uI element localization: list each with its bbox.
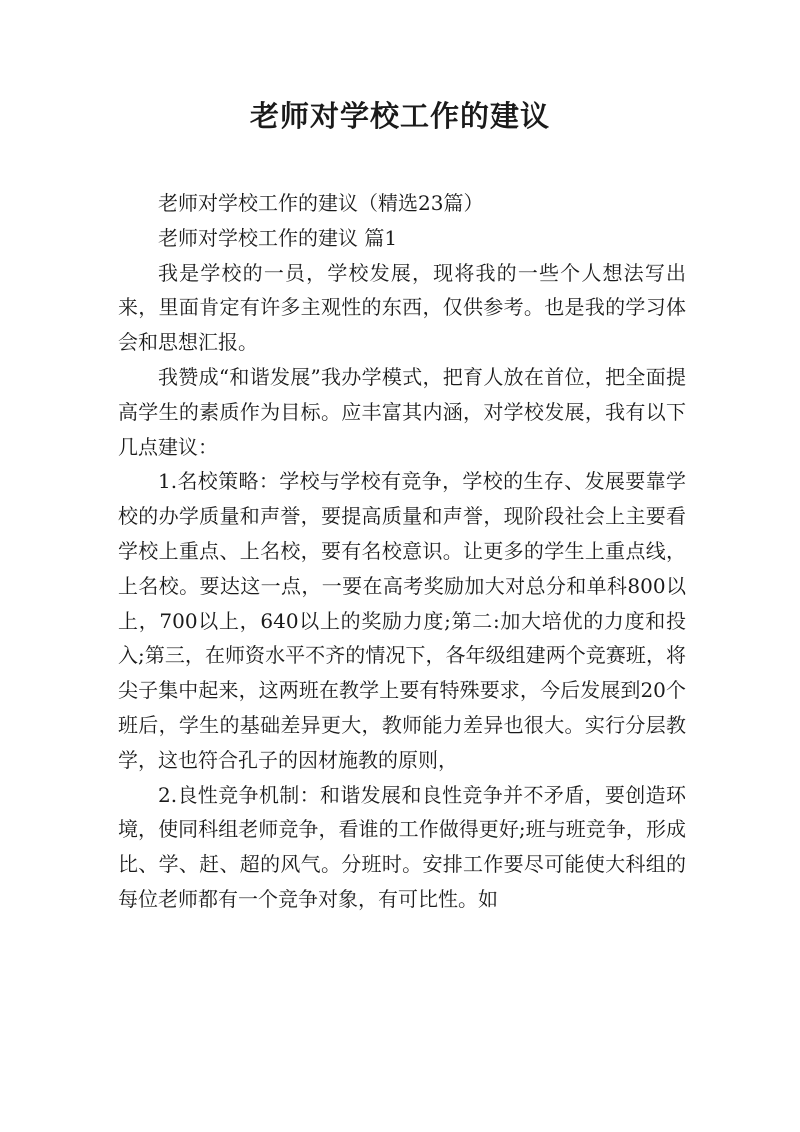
- subtitle-line: 老师对学校工作的建议（精选23篇）: [158, 191, 484, 215]
- paragraph-item-1: 1.名校策略：学校与学校有竞争，学校的生存、发展要靠学校的办学质量和声誉，要提高质量和声誉，现阶段社会上主要看学校上重点、上名校，要有名校意识。让更多的学生上重点线，上名校。要达这一点，一要在高考奖励加大对总分和单科800以上，700以上，640以上的奖励力度;第二:加大培优的力度和投入;第三，在师资水平不齐的情况下，各年级组建两个竞赛班，将尖子集中起来，这两班在教学上要有特殊要求，今后发展到20个班后，学生的基础差异更大，教师能力差异也很大。实行分层教学，这也符合孔子的因材施教的原则，: [118, 469, 686, 772]
- paragraph-support: 我赞成“和谐发展”我办学模式，把育人放在首位，把全面提高学生的素质作为目标。应丰富其内涵，对学校发展，我有以下几点建议：: [118, 364, 686, 459]
- paragraph-intro: 我是学校的一员，学校发展，现将我的一些个人想法写出来，里面肯定有许多主观性的东西，仅供参考。也是我的学习体会和思想汇报。: [118, 260, 686, 355]
- paragraph-item-2: 2.良性竞争机制：和谐发展和良性竞争并不矛盾，要创造环境，使同科组老师竞争，看谁的工作做得更好;班与班竞争，形成比、学、赶、超的风气。分班时。安排工作要尽可能使大科组的每位老师都有一个竞争对象，有可比性。如: [118, 782, 686, 911]
- section-heading: 老师对学校工作的建议 篇1: [158, 225, 398, 250]
- document-body: [118, 186, 686, 917]
- document-title: 老师对学校工作的建议: [249, 99, 550, 133]
